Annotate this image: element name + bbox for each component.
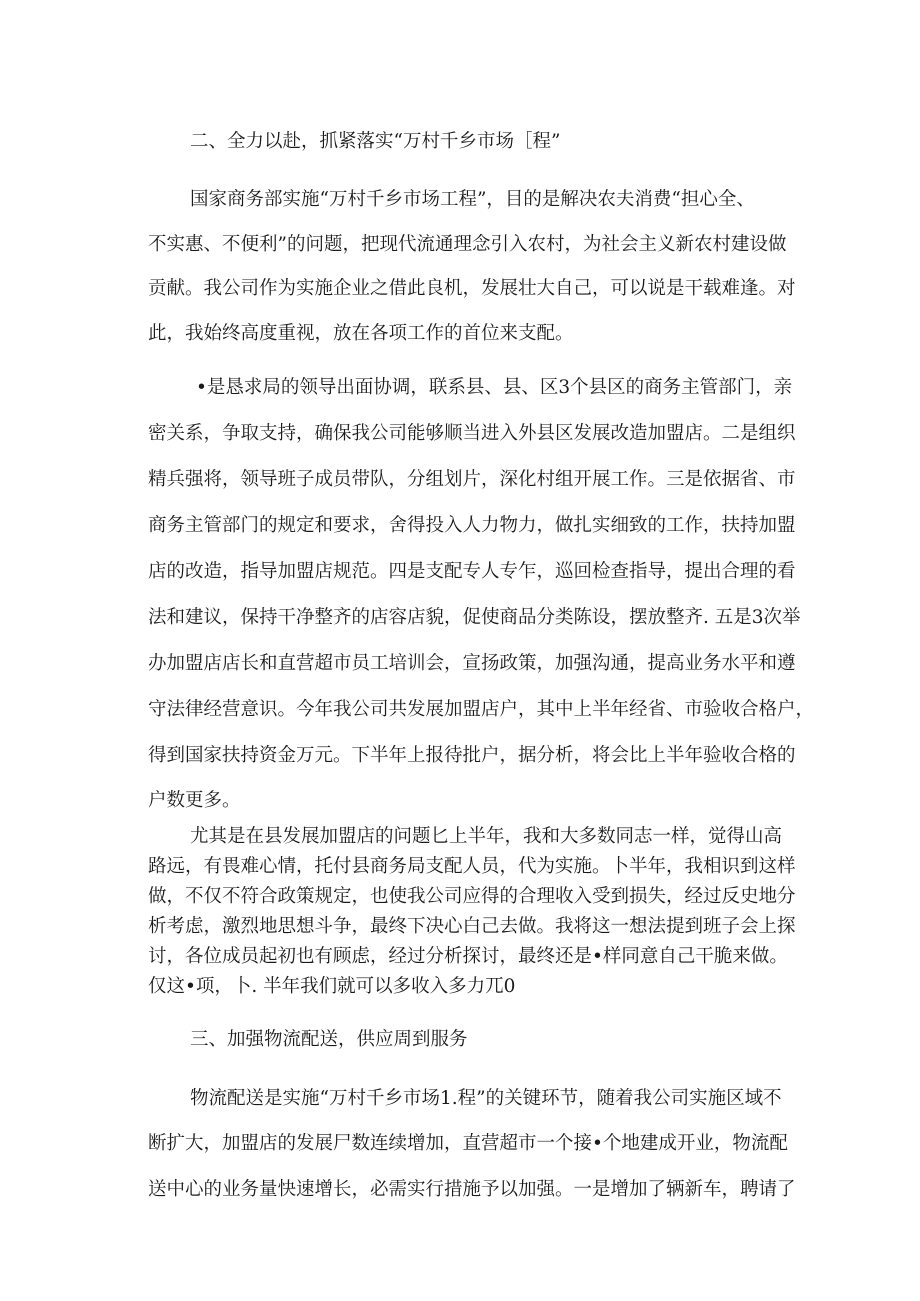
paragraph-line: 办加盟店店长和直营超市员工培训会，宣扬政策，加强沟通，提高业务水平和遵 — [148, 653, 796, 674]
paragraph-line: 户数更多。 — [148, 790, 241, 811]
paragraph-line: 精兵强将，领导班子成员带队，分组划片，深化村组开展工作。三是依据省、市 — [148, 469, 796, 490]
paragraph-line: 仅这•项，卜. 半年我们就可以多收入多力兀0 — [148, 976, 516, 997]
paragraph-line: 路远，有畏难心情，托付县商务局支配人员，代为实施。卜半年，我相识到这样 — [148, 856, 796, 877]
paragraph-line: 贡献。我公司作为实施企业之借此良机，发展壮大自己，可以说是干载难逢。对 — [148, 278, 796, 299]
paragraph-line: •是恳求局的领导出面协调，联系县、县、区3个县区的商务主管部门，亲 — [196, 377, 793, 398]
paragraph-line: 得到国家扶持资金万元。下半年上报待批户，据分析，将会比上半年验收合格的 — [148, 745, 796, 766]
paragraph-line: 讨，各位成员起初也有顾虑，经过分析探讨，最终还是•样同意自己干脆来做。 — [148, 946, 788, 967]
paragraph-line: 守法律经营意识。今年我公司共发展加盟店户，其中上半年经省、市验收合格户， — [148, 699, 815, 720]
paragraph-line: 国家商务部实施“万村千乡市场工程”，目的是解决农夫消费“担心全、 — [190, 189, 755, 210]
paragraph-line: 商务主管部门的规定和要求，舍得投入人力物力，做扎实细致的工作，扶持加盟 — [148, 515, 796, 536]
section-heading-3: 三、加强物流配送，供应周到服务 — [190, 1029, 468, 1050]
paragraph-line: 做，不仅不符合政策规定，也使我公司应得的合理收入受到损失，经过反史地分 — [148, 886, 796, 907]
paragraph-line: 此，我始终高度重视，放在各项工作的首位来支配。 — [148, 323, 574, 344]
paragraph-line: 物流配送是实施“万村千乡市场1.程”的关键环节，随着我公司实施区域不 — [190, 1088, 782, 1109]
section-heading-2: 二、全力以赴，抓紧落实“万村千乡市场［程” — [190, 131, 561, 152]
paragraph-line: 析考虑，激烈地思想斗争，最终下决心白己去做。我将这一想法提到班子会上探 — [148, 916, 796, 937]
paragraph-line: 店的改造，指导加盟店规范。四是支配专人专乍，巡回检查指导，提出合理的看 — [148, 561, 796, 582]
paragraph-line: 送中心的业务量快速增长，必需实行措施予以加强。一是增加了辆新车，聘请了 — [148, 1179, 796, 1200]
paragraph-line: 断扩大，加盟店的发展尸数连续增加，直营超市一个接•个地建成开业，物流配 — [148, 1133, 788, 1154]
paragraph-line: 法和建议，保持干净整齐的店容店貌，促使商品分类陈设，摆放整齐. 五是3次举 — [148, 607, 801, 628]
paragraph-line: 不实惠、不便利”的问题，把现代流通理念引入农村，为社会主义新农村建设做 — [148, 234, 787, 255]
paragraph-line: 尤其是在县发展加盟店的问题匕上半年，我和大多数同志一样，觉得山高 — [190, 826, 783, 847]
paragraph-line: 密关系，争取支持，确保我公司能够顺当进入外县区发展改造加盟店。二是组织 — [148, 423, 796, 444]
